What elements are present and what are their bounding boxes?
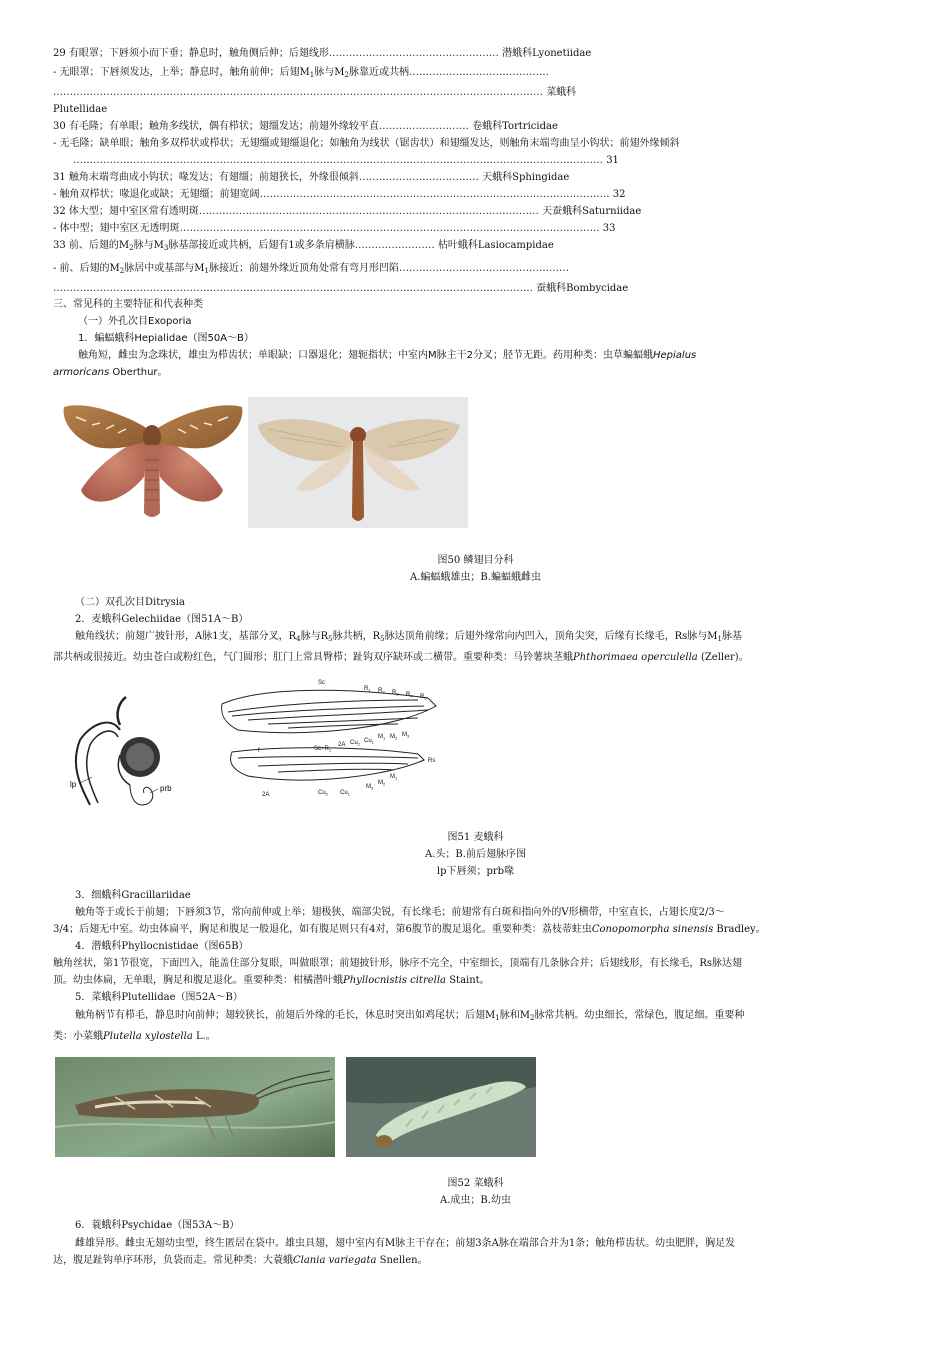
body-text: 触角短，雌虫为念珠状，雄虫为栉齿状；单眼缺；口器退化；翅轭指状；中室内M脉主干2分叉；胫节无距。药用种类：虫草蝙蝠蛾 [78,350,653,361]
species-author: Staint。 [446,975,490,986]
family-body-phyllocnistidae-2 [53,974,490,987]
key-line-31 [53,171,569,184]
family-body-gelechiidae-1: 触角线状；前翅广披针形，A脉1支，基部分叉，$R_4$脉与$R_5$脉共柄，$R_5$脉达顶角前缘；后翅外缘常向内凹入，顶角尖突，后缘有长缘毛，Rs脉与$M_1$脉基 [75,631,742,643]
key-line-32 [53,205,641,218]
family-body-psychidae-2 [53,1254,428,1267]
key-line-29b [53,66,549,79]
body-text: 部共柄或很接近。幼虫苍白或粉红色，气门圆形；肛门上常具臀栉；趾钩双序缺环或二横带。重要种类：马铃薯块茎蛾 [53,652,573,663]
label-prb: prb [160,784,172,793]
family-body-gracillariidae-2 [53,923,766,936]
key-line-33c [53,282,628,295]
species-name: Clania variegata [293,1255,377,1266]
figure-51b-venation-drawing [218,676,448,811]
key-result: 潜蛾科Lyonetiidae [502,48,592,59]
family-title-hepialidae: 1．蝙蝠蛾科Hepialidae（图50A～B） [78,333,254,344]
body-text: 类：小菜蛾 [53,1031,103,1042]
figure-50b-photo [248,397,468,528]
key-line-31b [53,188,625,201]
key-text: - 无毛隆；缺单眼；触角多双栉状或栉状；无翅缰或翅缰退化；如触角为线状（锯齿状）和翅缰发达，则触角末端弯曲呈小钩状；前翅外缘倾斜 [53,138,680,149]
species-genus: Hepialus [653,350,697,361]
key-result: 卷蛾科Tortricidae [472,121,558,132]
key-text: - 体中型；翅中室区无透明斑 [53,223,180,234]
label-cu1: $Cu_1$ [364,738,374,745]
label-r5: $R_5$ [420,694,427,701]
key-text: Plutellidae [53,104,108,115]
label-r3: $R_3$ [392,690,399,697]
figure-51a-head-drawing [60,695,190,815]
leader-dots: …………………………………………… [398,263,569,274]
family-title-psychidae: 6．蓑蛾科Psychidae（图53A～B） [75,1220,240,1231]
species-name: Phyllocnistis citrella [343,975,447,986]
species-author: Bradley。 [713,924,766,935]
family-body-gracillariidae-1: 触角等于或长于前翅；下唇须3节，常向前伸或上举；翅极狭，端部尖锐，有长缘毛；前翅常有白斑和指向外的V形横带，中室直长，占翅长度2/3～ [75,907,725,918]
figure-50-subtitle: A.蝙蝠蛾雄虫；B.蝙蝠蛾雌虫 [410,572,541,583]
family-body-gelechiidae-2 [53,651,749,664]
suborder-exoporia: （一）外孔次目Exoporia [78,316,192,327]
figure-52-title: 图52 菜蛾科 [447,1178,504,1189]
leader-dots: …………………………………… [408,67,549,78]
label-hm2: $M_2$ [378,780,386,787]
species-author: (Zeller)。 [697,652,749,663]
figure-50a-photo [56,395,248,527]
family-body-hepialidae [78,349,696,362]
label-hm1: $M_1$ [390,774,398,781]
label-r1: $R_1$ [364,686,371,693]
figure-52-subtitle: A.成虫；B.幼虫 [440,1195,511,1206]
key-result: 枯叶蛾科Lasiocampidae [437,240,554,251]
label-hcu1: $Cu_1$ [340,790,350,797]
figure-52b-photo [346,1057,536,1157]
species-author: Snellen。 [376,1255,428,1266]
key-line-29c [53,86,576,99]
species-name: Plutella xylostella [103,1031,193,1042]
leader-dots: ……………………… [378,121,469,132]
key-line-29d [53,103,107,116]
hepialid-male-moth-image [56,395,248,527]
family-body-hepialidae-2 [53,366,168,379]
key-result: 菜蛾科 [546,87,577,98]
key-line-30b [53,137,680,150]
key-result: 31 [606,155,619,166]
key-text: - 触角双栉状；喙退化或缺；无翅缰；前翅宽阔 [53,189,260,200]
key-line-33b [53,262,569,275]
family-title-plutellidae: 5．菜蛾科Plutellidae（图52A～B） [75,992,243,1003]
key-text: - 无眼罩；下唇须发达，上举；静息时，触角前伸；后翅$M_1$脉与$M_2$脉靠近或共柄 [53,67,409,79]
label-hm3: $M_3$ [366,784,374,791]
family-body-plutellidae-1: 触角柄节有栉毛，静息时向前伸；翅较狭长，前翅后外缘的毛长，休息时突出如鸡尾状；后翅$M_1$脉和$M_2$脉常共柄。幼虫细长，常绿色，腹足细。重要种 [75,1010,745,1022]
label-lp: lp [70,780,77,789]
leader-dots: ………………………………………………………………………………………………………………………………… [53,87,543,98]
key-line-32b [53,222,615,235]
family-title-phyllocnistidae: 4．潜蛾科Phyllocnistidae（图65B） [75,941,249,952]
key-result: 天蛾科Sphingidae [482,172,570,183]
body-text: 顶。幼虫体扁，无单眼，胸足和腹足退化。重要种类：柑橘潜叶蛾 [53,975,343,986]
family-body-phyllocnistidae-1: 触角丝状，第1节很宽，下面凹入，能盖住部分复眼，叫做眼罩；前翅披针形，脉序不完全，中室细长，顶端有几条脉合并；后翅线形，有长缘毛，Rs脉达翅 [53,958,743,969]
species-author: Oberthur。 [109,367,168,378]
leader-dots: ……………………………………………………………………………………………………………… [179,223,600,234]
hepialid-female-moth-image [248,397,468,528]
label-h2a: 2A [262,792,270,798]
suborder-ditrysia: （二）双孔次目Ditrysia [75,597,185,608]
label-m3: $M_3$ [402,732,410,739]
key-line-30 [53,120,558,133]
key-text: 29 有眼罩；下唇须小而下垂；静息时，触角侧后伸；后翅线形 [53,48,329,59]
family-title-gracillariidae: 3．细蛾科Gracillariidae [75,890,191,901]
label-m2: $M_2$ [390,734,398,741]
figure-51-subtitle: A.头；B.前后翅脉序图 [425,849,526,860]
key-result: 蚕蛾科Bombycidae [536,283,629,294]
leader-dots: …………………………………………………………………………………………… [259,189,610,200]
species-epithet: armoricans [53,367,110,378]
section-heading: 三、常见科的主要特征和代表种类 [53,299,203,310]
label-cu2: $Cu_2$ [350,740,360,747]
figure-50-title: 图50 鳞翅目分科 [437,555,514,566]
label-f: f [258,748,260,754]
body-text: 达，腹足趾钩单序环形，负袋而走。常见种类：大蓑蛾 [53,1255,293,1266]
label-sc-r1: $Sc+R_1$ [314,746,332,753]
key-text: 31 触角末端弯曲成小钩状；喙发达；有翅缰；前翅狭长，外缘很倾斜 [53,172,359,183]
body-text: 3/4；后翅无中室。幼虫体扁平，胸足和腹足一般退化，如有腹足则只有4对，第6腹节的腹足退化。重要种类：荔枝蒂蛀虫 [53,924,592,935]
key-line-33 [53,239,554,252]
figure-52a-photo [55,1057,335,1157]
key-result: 33 [602,223,616,234]
label-2a: 2A [338,742,346,748]
label-rs: Rs [428,758,436,764]
leader-dots: ………………………………………………………………………………………… [198,206,539,217]
key-line-29 [53,47,591,60]
diamondback-moth-adult-image [55,1057,335,1157]
leader-dots: ……………………………… [358,172,479,183]
leader-dots: …………………………………………… [328,48,499,59]
family-body-plutellidae-2 [53,1030,216,1043]
label-r4: $R_4$ [406,692,413,699]
key-result: 32 [612,189,626,200]
leader-dots: …………………… [354,240,435,251]
species-author: L.。 [192,1031,216,1042]
family-body-psychidae-1: 雌雄异形。雌虫无翅幼虫型，终生匿居在袋中。雄虫具翅，翅中室内有M脉主干存在；前翅3条A脉在端部合并为1条；触角栉齿状。幼虫肥胖，胸足发 [75,1238,736,1249]
key-result: 天蚕蛾科Saturniidae [542,206,642,217]
label-hcu2: $Cu_2$ [318,790,328,797]
species-name: Conopomorpha sinensis [591,924,714,935]
label-m1: $M_1$ [378,734,386,741]
label-sc: Sc [318,680,326,686]
key-line-30c [73,154,619,167]
leader-dots: …………………………………………………………………………………………………………………………………………… [73,155,603,166]
figure-51-legend: lp下唇须；prb喙 [436,866,515,877]
key-text: - 前、后翅的$M_2$脉居中或基部与$M_1$脉接近；前翅外缘近顶角处常有弯月形凹陷 [53,263,399,275]
species-name: Phthorimaea operculella [573,652,698,663]
key-text: 33 前、后翅的$M_2$脉与$M_3$脉基部接近或共柄，后翅有1或多条肩横脉 [53,240,355,252]
family-title-gelechiidae: 2．麦蛾科Gelechiidae（图51A～B） [75,614,249,625]
key-text: 30 有毛隆；有单眼；触角多线状，偶有栉状；翅缰发达；前翅外缘较平直 [53,121,379,132]
figure-51-title: 图51 麦蛾科 [447,832,504,843]
diamondback-moth-larva-image [346,1057,536,1157]
key-text: 32 体大型；翅中室区常有透明斑 [53,206,199,217]
label-r2: $R_2$ [378,688,385,695]
leader-dots: ……………………………………………………………………………………………………………………………… [53,283,533,294]
